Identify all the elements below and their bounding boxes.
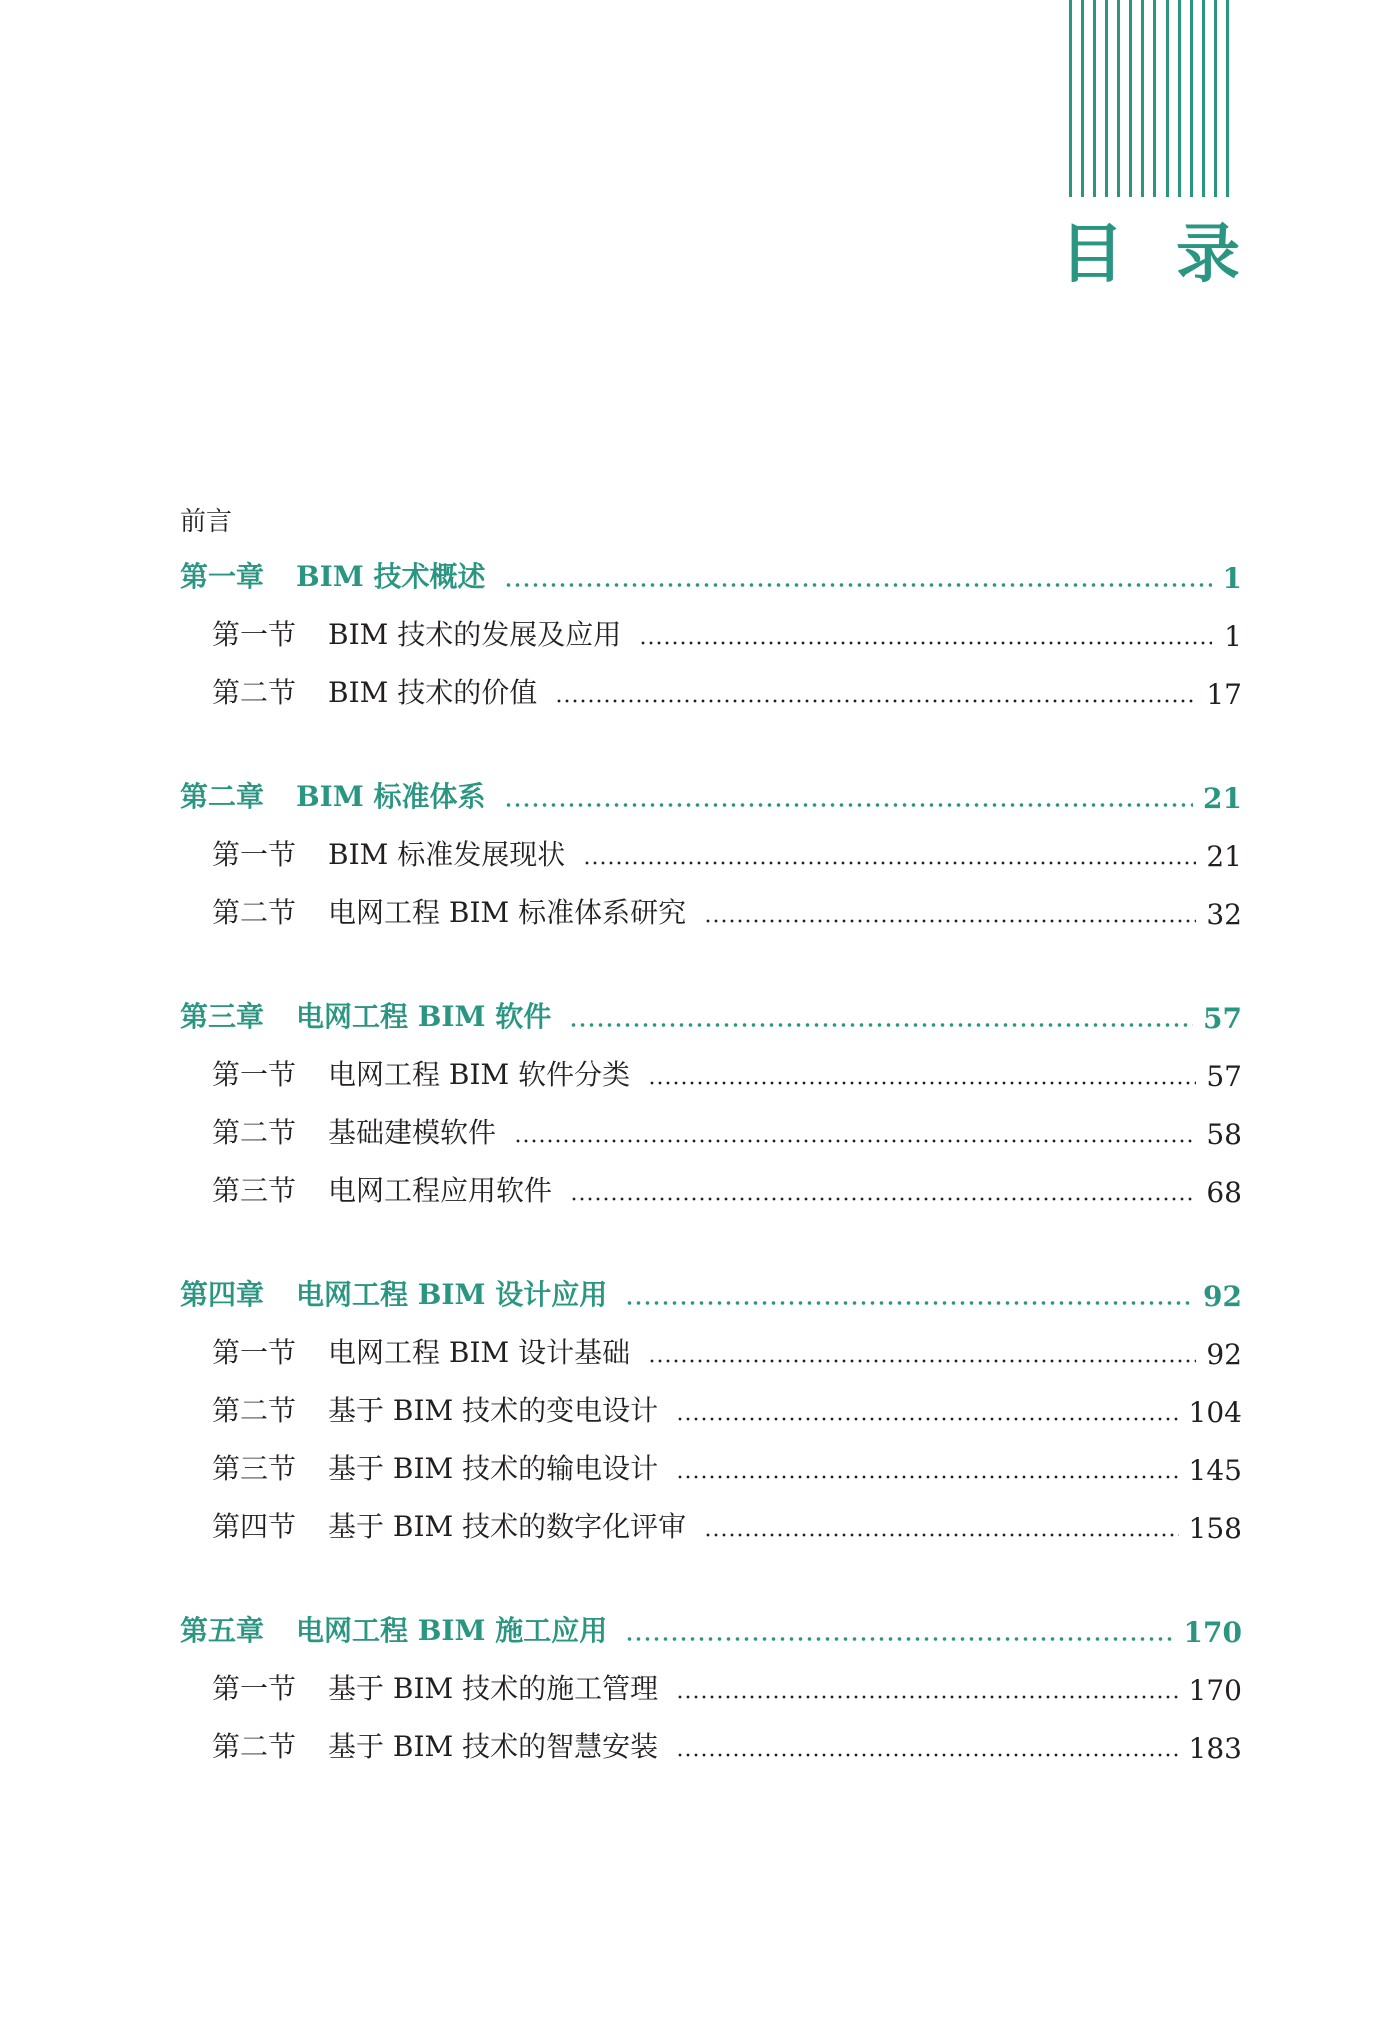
section-number: 第一节 bbox=[212, 1336, 297, 1369]
section-title: 基于 BIM 技术的输电设计 bbox=[328, 1452, 659, 1485]
section-page-number: 183 bbox=[1188, 1732, 1242, 1765]
section-number: 第一节 bbox=[212, 1058, 297, 1091]
section-number: 第一节 bbox=[212, 1672, 297, 1705]
section-title: 电网工程 BIM 软件分类 bbox=[328, 1058, 631, 1091]
chapter-title: BIM 技术概述 bbox=[296, 560, 486, 593]
section-page-number: 1 bbox=[1224, 620, 1242, 653]
dot-leader bbox=[676, 1475, 1178, 1479]
section-page-number: 68 bbox=[1206, 1176, 1242, 1209]
section-title: 基于 BIM 技术的变电设计 bbox=[328, 1394, 659, 1427]
dot-leader bbox=[625, 1637, 1173, 1641]
toc-section-3-1[interactable] bbox=[212, 1053, 1242, 1093]
chapter-title: BIM 标准体系 bbox=[296, 780, 486, 813]
section-number: 第二节 bbox=[212, 1116, 297, 1149]
dot-leader bbox=[504, 583, 1212, 587]
section-title: 基础建模软件 bbox=[328, 1116, 497, 1149]
toc-section-4-3[interactable] bbox=[212, 1447, 1242, 1487]
toc-section-2-1[interactable] bbox=[212, 833, 1242, 873]
section-number: 第四节 bbox=[212, 1510, 297, 1543]
toc-section-1-1[interactable] bbox=[212, 613, 1242, 653]
dot-leader bbox=[648, 1359, 1196, 1363]
dot-leader bbox=[504, 803, 1194, 807]
section-title: BIM 技术的发展及应用 bbox=[328, 618, 622, 651]
section-page-number: 158 bbox=[1188, 1512, 1242, 1545]
section-title: 电网工程应用软件 bbox=[328, 1174, 553, 1207]
toc-chapter-3[interactable] bbox=[180, 995, 1242, 1035]
dot-leader bbox=[583, 861, 1196, 865]
dot-leader bbox=[570, 1197, 1196, 1201]
chapter-title: 电网工程 BIM 施工应用 bbox=[296, 1614, 608, 1647]
toc-section-4-1[interactable] bbox=[212, 1331, 1242, 1371]
toc-section-1-2[interactable] bbox=[212, 671, 1242, 711]
dot-leader bbox=[648, 1081, 1196, 1085]
section-page-number: 145 bbox=[1188, 1454, 1242, 1487]
chapter-number: 第二章 bbox=[180, 780, 265, 813]
dot-leader bbox=[639, 641, 1212, 645]
toc-chapter-1[interactable] bbox=[180, 555, 1242, 595]
chapter-title: 电网工程 BIM 软件 bbox=[296, 1000, 552, 1033]
dot-leader bbox=[625, 1301, 1193, 1305]
dot-leader bbox=[704, 1533, 1178, 1537]
section-number: 第一节 bbox=[212, 838, 297, 871]
chapter-page-number: 21 bbox=[1203, 782, 1242, 815]
dot-leader bbox=[514, 1139, 1196, 1143]
preface-label: 前言 bbox=[180, 507, 233, 537]
section-title: 基于 BIM 技术的数字化评审 bbox=[328, 1510, 687, 1543]
section-number: 第二节 bbox=[212, 896, 297, 929]
toc-chapter-2[interactable] bbox=[180, 775, 1242, 815]
chapter-number: 第一章 bbox=[180, 560, 265, 593]
section-title: BIM 标准发展现状 bbox=[328, 838, 566, 871]
section-number: 第三节 bbox=[212, 1174, 297, 1207]
section-page-number: 17 bbox=[1206, 678, 1242, 711]
toc-section-5-1[interactable] bbox=[212, 1667, 1242, 1707]
dot-leader bbox=[676, 1417, 1178, 1421]
section-number: 第二节 bbox=[212, 1730, 297, 1763]
toc-section-5-2[interactable] bbox=[212, 1725, 1242, 1765]
dot-leader bbox=[555, 699, 1196, 703]
toc-chapter-5[interactable] bbox=[180, 1609, 1242, 1649]
chapter-title: 电网工程 BIM 设计应用 bbox=[296, 1278, 608, 1311]
section-title: 基于 BIM 技术的智慧安装 bbox=[328, 1730, 659, 1763]
section-page-number: 104 bbox=[1188, 1396, 1242, 1429]
section-number: 第三节 bbox=[212, 1452, 297, 1485]
section-number: 第二节 bbox=[212, 1394, 297, 1427]
chapter-number: 第四章 bbox=[180, 1278, 265, 1311]
toc-section-3-3[interactable] bbox=[212, 1169, 1242, 1209]
dot-leader bbox=[569, 1023, 1193, 1027]
toc-section-3-2[interactable] bbox=[212, 1111, 1242, 1151]
chapter-page-number: 170 bbox=[1183, 1616, 1242, 1649]
chapter-page-number: 1 bbox=[1222, 562, 1242, 595]
section-page-number: 32 bbox=[1206, 898, 1242, 931]
toc-section-4-2[interactable] bbox=[212, 1389, 1242, 1429]
section-title: 基于 BIM 技术的施工管理 bbox=[328, 1672, 659, 1705]
dot-leader bbox=[676, 1695, 1178, 1699]
dot-leader bbox=[704, 919, 1196, 923]
section-number: 第二节 bbox=[212, 676, 297, 709]
section-title: BIM 技术的价值 bbox=[328, 676, 538, 709]
chapter-page-number: 57 bbox=[1203, 1002, 1242, 1035]
toc-section-2-2[interactable] bbox=[212, 891, 1242, 931]
section-page-number: 21 bbox=[1206, 840, 1242, 873]
chapter-number: 第三章 bbox=[180, 1000, 265, 1033]
section-number: 第一节 bbox=[212, 618, 297, 651]
section-page-number: 58 bbox=[1206, 1118, 1242, 1151]
section-title: 电网工程 BIM 设计基础 bbox=[328, 1336, 631, 1369]
chapter-number: 第五章 bbox=[180, 1614, 265, 1647]
toc-chapter-4[interactable] bbox=[180, 1273, 1242, 1313]
section-title: 电网工程 BIM 标准体系研究 bbox=[328, 896, 687, 929]
section-page-number: 92 bbox=[1206, 1338, 1242, 1371]
section-page-number: 57 bbox=[1206, 1060, 1242, 1093]
toc-section-4-4[interactable] bbox=[212, 1505, 1242, 1545]
toc-preface[interactable] bbox=[180, 498, 232, 538]
section-page-number: 170 bbox=[1188, 1674, 1242, 1707]
page-title: 目录 bbox=[1060, 218, 1292, 292]
chapter-page-number: 92 bbox=[1203, 1280, 1242, 1313]
dot-leader bbox=[676, 1753, 1178, 1757]
